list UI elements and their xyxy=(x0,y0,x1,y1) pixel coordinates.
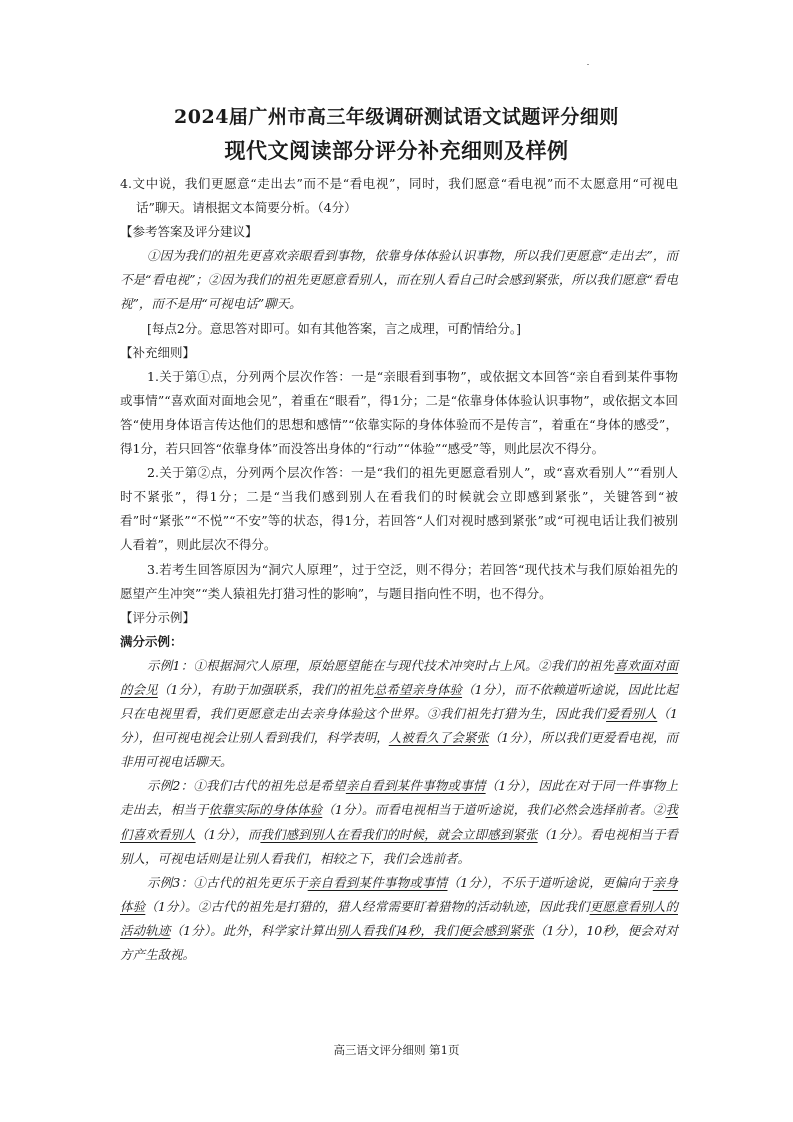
supplementary-rule-1: 1.关于第①点，分列两个层次作答：一是“亲眼看到事物”，或依据文本回答“亲自看到某件事物或事情”“喜欢面对面地会见”，着重在“眼看”，得1分；二是“依靠身体体验认识事物”，或依据文本回答“使用身体语言传达他们的思想和感情”“依靠实际的身体体验而不是传言”，着重在“身体的感受”，得1分，若只回答“依靠身体”而没答出身体的“行动”“体验”“感受”等，则此层次不得分。 xyxy=(120,368,678,457)
example-2-key-1: 亲自看到某件事物或事情 xyxy=(345,778,486,794)
example-1-key-2: 总希望亲身体验 xyxy=(373,681,463,697)
example-1-key-4: 人被看久了会紧张 xyxy=(388,730,489,746)
example-1: 示例1：①根据洞穴人原理，原始愿望能在与现代技术冲突时占上风。②我们的祖先喜欢面对面的会见（1分），有助于加强联系，我们的祖先总希望亲身体验（1分），而不依赖道听途说，因此比起只在电视里看，我们更愿意走出去亲身体验这个世界。③我们祖先打猎为生，因此我们爱看别人（1分），但可视电视会让别人看到我们，科学表明，人被看久了会紧张（1分），所以我们更爱看电视，而非用可视电话聊天。 xyxy=(120,657,678,770)
supplementary-rule-3: 3.若考生回答原因为“洞穴人原理”，过于空泛，则不得分；若回答“现代技术与我们原始祖先的愿望产生冲突”“类人猿祖先打猎习性的影响”，与题目指向性不明，也不得分。 xyxy=(120,561,678,601)
example-3-key-2: 亲身体验 xyxy=(120,874,678,914)
question-text: 4.文中说，我们更愿意“走出去”而不是“看电视”，同时，我们愿意“看电视”而不太愿意用“可视电话”聊天。请根据文本简要分析。（4分） xyxy=(120,176,678,216)
document-title: 2024届广州市高三年级调研测试语文试题评分细则 xyxy=(174,106,619,128)
supplementary-rules-header: 【补充细则】 xyxy=(120,344,196,360)
example-2-key-2: 依靠实际的身体体验 xyxy=(208,802,323,818)
scoring-note: [每点2分。意思答对即可。如有其他答案，言之成理，可酌情给分。] xyxy=(147,320,521,336)
example-1-key-3: 爱看别人 xyxy=(606,706,658,722)
supplementary-rule-2: 2.关于第②点，分列两个层次作答：一是“我们的祖先更愿意看别人”，或“喜欢看别人”“看别人时不紧张”，得1分；二是“当我们感到别人在看我们的时候就会立即感到紧张”，关键答到“被看”时“紧张”“不悦”“不安”等的状态，得1分，若回答“人们对视时感到紧张”或“可视电话让我们被别人看着”，则此层次不得分。 xyxy=(120,465,678,553)
document-subtitle: 现代文阅读部分评分补充细则及样例 xyxy=(224,138,569,163)
scoring-examples-header: 【评分示例】 xyxy=(120,609,196,625)
example-3-key-4: 别人看我们4秒，我们便会感到紧张 xyxy=(336,922,534,938)
example-2-key-3: 我们喜欢看别人 xyxy=(120,802,678,842)
scan-speck xyxy=(587,64,589,65)
example-2: 示例2：①我们古代的祖先总是希望亲自看到某件事物或事情（1分），因此在对于同一件事物上走出去，相当于依靠实际的身体体验（1分）。而看电视相当于道听途说，我们必然会选择前者。②我们喜欢看别人（1分），而我们感到别人在看我们的时候，就会立即感到紧张（1分）。看电视相当于看别人，可视电话则是让别人看我们，相较之下，我们会选前者。 xyxy=(120,778,678,866)
page-footer: 高三语文评分细则 第1页 xyxy=(333,1043,460,1057)
example-3-key-3: 更愿意看别人的活动轨迹 xyxy=(120,898,678,938)
full-score-label: 满分示例： xyxy=(120,633,183,649)
reference-answer: ①因为我们的祖先更喜欢亲眼看到事物，依靠身体体验认识事物，所以我们更愿意“走出去”，而不是“看电视”；②因为我们的祖先更愿意看别人，而在别人看自己时会感到紧张，所以我们愿意“看电视”，而不是用“可视电话”聊天。 xyxy=(120,248,678,312)
example-3-key-1: 亲自看到某件事物或事情 xyxy=(307,874,448,890)
reference-answer-header: 【参考答案及评分建议】 xyxy=(120,224,258,240)
document-body xyxy=(120,172,678,967)
example-3: 示例3：①古代的祖先更乐于亲自看到某件事物或事情（1分），不乐于道听途说，更偏向于亲身体验（1分）。②古代的祖先是打猎的，猎人经常需要盯着猎物的活动轨迹，因此我们更愿意看别人的活动轨迹（1分）。此外，科学家计算出别人看我们4秒，我们便会感到紧张（1分），10秒，便会对对方产生敌视。 xyxy=(120,874,678,962)
example-1-key-1: 喜欢面对面的会见 xyxy=(120,657,678,697)
example-2-key-4: 我们感到别人在看我们的时候，就会立即感到紧张 xyxy=(260,826,538,842)
